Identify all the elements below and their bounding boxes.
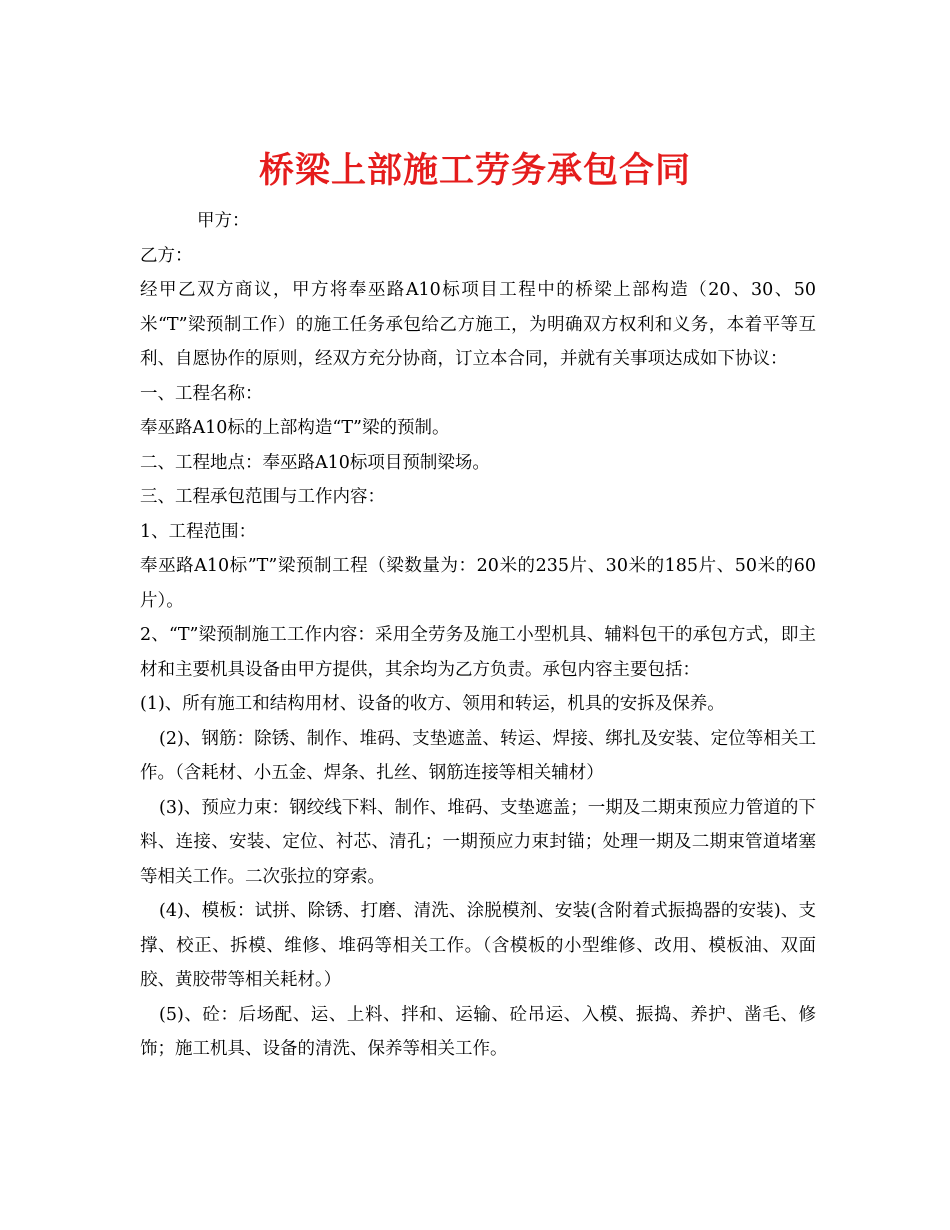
project-name-text: 奉巫路A10标的上部构造“T”梁的预制。 — [140, 418, 450, 438]
subheading-project-scope: 1、工程范围： — [140, 521, 257, 542]
work-item-5-concrete: (5)、砼：后场配、运、上料、拌和、运输、砼吊运、入模、振捣、养护、凿毛、修饰；施工机具、设备的清洗、保养等相关工作。 — [140, 1004, 816, 1059]
preamble-paragraph: 经甲乙双方商议，甲方将奉巫路A10标项目工程中的桥梁上部构造（20、30、50米“T”梁预制工作）的施工任务承包给乙方施工，为明确双方权利和义务，本着平等互利、自愿协作的原则，经双方充分协商，订立本合同，并就有关事项达成如下协议： — [140, 280, 816, 369]
work-item-4-formwork: (4)、模板：试拼、除锈、打磨、清洗、涂脱模剂、安装(含附着式振捣器的安装)、支撑、校正、拆模、维修、堆码等相关工作。（含模板的小型维修、改用、模板油、双面胶、黄胶带等相关耗材。） — [140, 901, 816, 990]
party-a-line: 甲方： — [197, 211, 250, 231]
project-scope-text: 奉巫路A10标”T”梁预制工程（梁数量为：20米的235片、30米的185片、50米的60片）。 — [140, 556, 816, 611]
party-b-line: 乙方： — [140, 245, 193, 266]
section-heading-project-location: 二、工程地点：奉巫路A10标项目预制梁场。 — [140, 452, 490, 473]
work-item-1: (1)、所有施工和结构用材、设备的收方、领用和转运，机具的安拆及保养。 — [140, 694, 725, 714]
work-content-intro: 2、“T”梁预制施工工作内容：采用全劳务及施工小型机具、辅料包干的承包方式，即主材和主要机具设备由甲方提供，其余均为乙方负责。承包内容主要包括： — [140, 625, 816, 680]
section-heading-scope: 三、工程承包范围与工作内容： — [140, 487, 385, 507]
contract-body — [140, 204, 816, 1067]
work-item-2-rebar: (2)、钢筋：除锈、制作、堆码、支垫遮盖、转运、焊接、绑扎及安装、定位等相关工作。（含耗材、小五金、焊条、扎丝、钢筋连接等相关辅材） — [140, 728, 816, 783]
work-item-3-prestress: (3)、预应力束：钢绞线下料、制作、堆码、支垫遮盖；一期及二期束预应力管道的下料、连接、安装、定位、衬芯、清孔；一期预应力束封锚；处理一期及二期束管道堵塞等相关工作。二次张拉的穿索。 — [140, 797, 816, 887]
contract-title: 桥梁上部施工劳务承包合同 — [258, 150, 691, 192]
section-heading-project-name: 一、工程名称： — [140, 383, 263, 404]
